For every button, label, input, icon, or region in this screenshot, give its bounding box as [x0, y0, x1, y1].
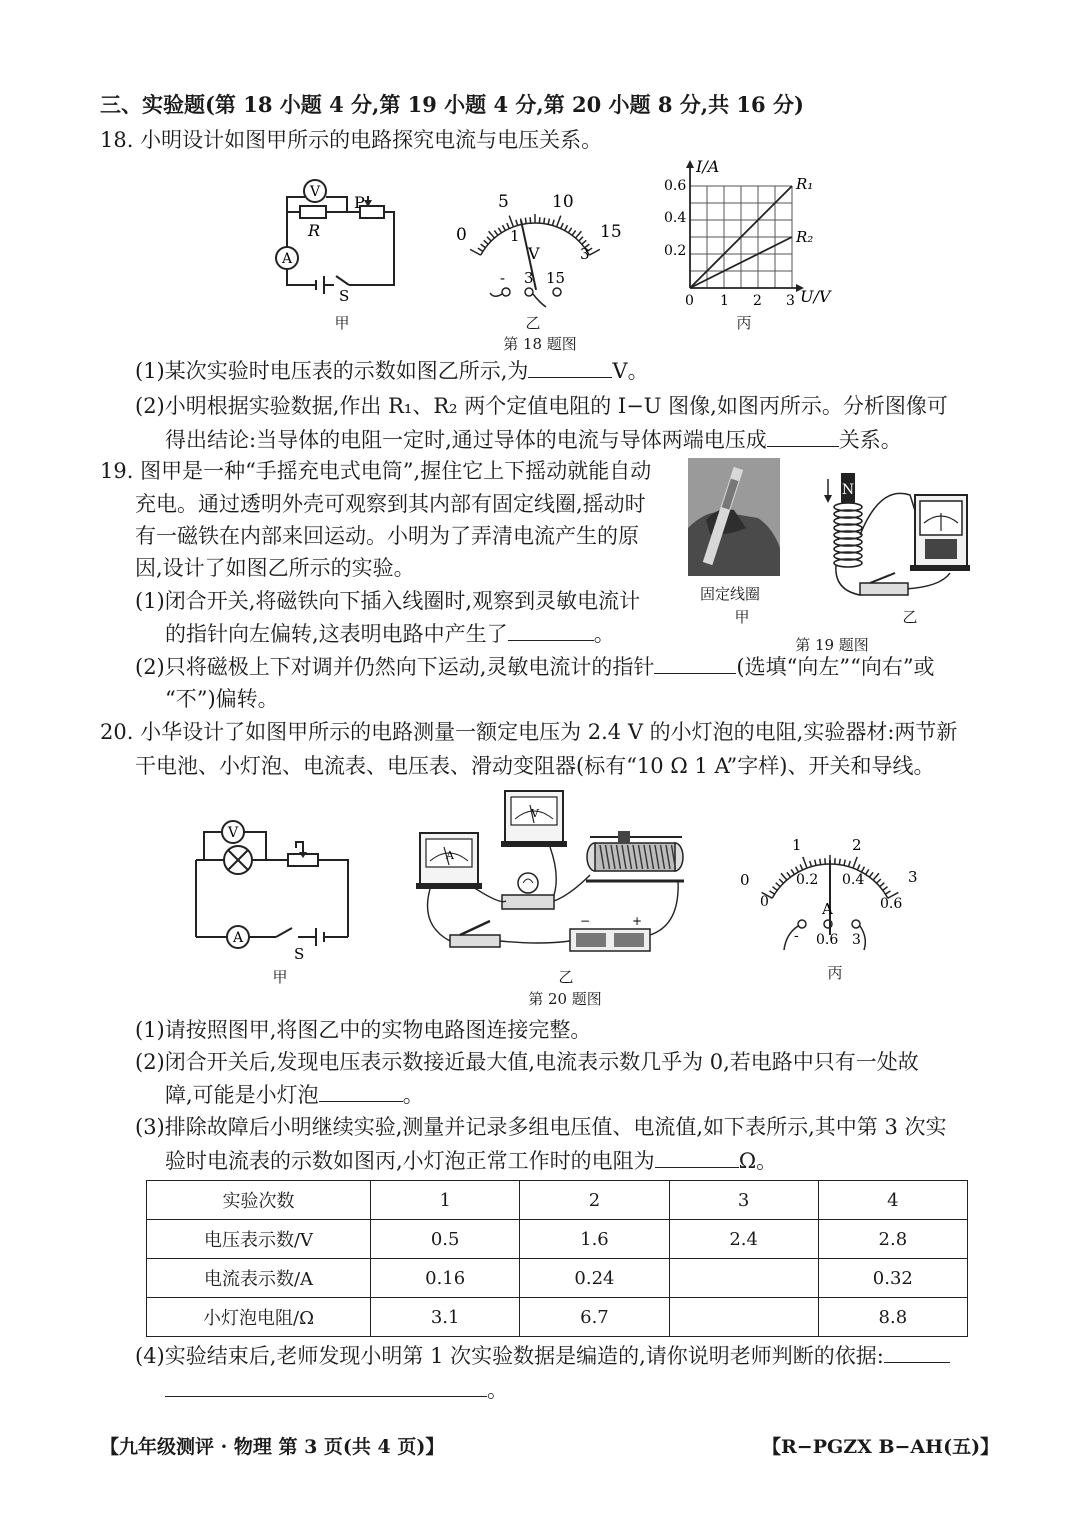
q19-caption: 第 19 题图: [795, 636, 869, 654]
table-cell[interactable]: [669, 1298, 818, 1337]
q20-line1: 20. 小华设计了如图甲所示的电路测量一额定电压为 2.4 V 的小灯泡的电阻,实验器材:两节新: [100, 720, 958, 744]
dial-tick: [561, 223, 563, 228]
dial-tick: [478, 248, 483, 251]
dial-tick: [576, 231, 582, 238]
a-scale-small-0.2: 0.2: [796, 872, 819, 888]
q19-fig-yi: 乙: [902, 608, 918, 626]
dial-tick: [481, 244, 486, 248]
dial-tick: [880, 883, 885, 887]
q20-part3-line2: 验时电流表的示数如图丙,小灯泡正常工作时的电阻为 Ω。: [165, 1145, 777, 1177]
a-terminal-0.6: 0.6: [816, 932, 839, 948]
a-scale-small-0: 0: [760, 894, 769, 910]
table-cell: 6.7: [520, 1298, 669, 1337]
q19-part1-line1: (1)闭合开关,将磁铁向下插入线圈时,观察到灵敏电流计: [135, 589, 641, 613]
q20-part3-line1: (3)排除故障后小明继续实验,测量并记录多组电压值、电流值,如下表所示,其中第 3 次实: [135, 1115, 947, 1139]
table-cell: 0.5: [371, 1220, 520, 1259]
slider-label: P: [354, 193, 365, 212]
v-scale-small-1: 1: [510, 227, 520, 245]
table-cell: 1.6: [520, 1220, 669, 1259]
q20-fig-yi: 乙: [558, 968, 574, 986]
dial-tick: [498, 228, 501, 233]
q19-line3: 有一磁铁在内部来回运动。小明为了弄清电流产生的原: [135, 524, 639, 548]
v-scale-big-10: 10: [552, 192, 574, 212]
table-cell: 电流表示数/A: [147, 1259, 371, 1298]
table-cell: 1: [371, 1181, 520, 1220]
dial-tick: [820, 859, 821, 865]
q19-coil-label: 固定线圈: [700, 585, 761, 603]
dial-tick: [582, 240, 587, 244]
dial-tick: [883, 887, 888, 891]
a-terminal-minus: -: [794, 928, 799, 944]
dial-tick: [509, 216, 513, 227]
answer-blank[interactable]: [165, 1374, 487, 1397]
dial-tick: [544, 218, 545, 224]
legend-r1: R₁: [796, 175, 814, 193]
dial-tick: [873, 873, 879, 880]
answer-blank[interactable]: [655, 1145, 739, 1168]
v-scale-big-5: 5: [498, 192, 509, 212]
answer-blank[interactable]: [528, 355, 612, 378]
dial-tick: [815, 860, 816, 866]
voltmeter-label: V: [227, 825, 239, 841]
dial-tick: [494, 230, 498, 235]
q19-line4: 因,设计了如图乙所示的实验。: [135, 556, 415, 580]
answer-blank[interactable]: [319, 1079, 403, 1102]
q20-physical-circuit: [410, 785, 700, 965]
a-unit: A: [822, 900, 833, 918]
q19-part2-line1: (2)只将磁极上下对调并仍然向下运动,灵敏电流计的指针 (选填“向左”“向右”或: [135, 651, 935, 683]
q20-ammeter-dial: [730, 830, 930, 955]
dial-tick: [548, 219, 549, 225]
q18-circuit-diagram: [262, 170, 412, 330]
q20-fig-bing: 丙: [827, 964, 843, 982]
dial-tick: [877, 879, 881, 883]
xtick-2: 2: [753, 293, 762, 308]
dial-tick: [579, 237, 583, 241]
svg-text:V: V: [531, 807, 539, 820]
graph-xlabel: U/V: [800, 287, 831, 306]
battery-pack: [570, 914, 650, 951]
q18-part1: (1)某次实验时电压表的示数如图乙所示,为 V。: [135, 355, 649, 387]
dial-tick: [885, 891, 890, 894]
xtick-0: 0: [685, 293, 694, 308]
dial-tick: [787, 872, 791, 877]
q18-fig-yi: 乙: [525, 314, 541, 332]
a-scale-big-3: 3: [908, 868, 918, 886]
dial-tick: [484, 240, 489, 244]
a-scale-small-0.4: 0.4: [842, 872, 865, 888]
svg-text:A: A: [446, 849, 454, 862]
dial-tick: [853, 857, 857, 868]
answer-blank[interactable]: [654, 651, 736, 674]
dial-tick: [589, 249, 600, 255]
q19-fig-jia: 甲: [734, 608, 750, 626]
q19-photo-flashlight: [688, 458, 780, 576]
dial-tick: [803, 857, 807, 868]
section-title: 三、实验题(第 18 小题 4 分,第 19 小题 4 分,第 20 小题 8 分,共 16 分): [100, 92, 804, 117]
table-cell: 2.8: [818, 1220, 967, 1259]
v-scale-small-3: 3: [580, 245, 590, 263]
a-scale-small-0.6: 0.6: [880, 896, 903, 912]
q18-caption: 第 18 题图: [503, 335, 577, 353]
dial-tick: [770, 891, 775, 894]
dial-tick: [857, 864, 859, 869]
dial-tick: [572, 230, 576, 235]
switch-label: S: [339, 287, 350, 305]
dial-tick: [487, 237, 491, 241]
ytick-0.2: 0.2: [664, 243, 687, 259]
v-scale-big-15: 15: [600, 222, 622, 242]
v-scale-big-0: 0: [456, 225, 467, 245]
svg-text:−: −: [580, 914, 591, 928]
dial-tick: [776, 883, 781, 887]
q20-part4-line2: 。: [165, 1374, 508, 1406]
table-cell: 小灯泡电阻/Ω: [147, 1298, 371, 1337]
dial-tick: [502, 225, 505, 230]
footer-right: 【R−PGZX B−AH(五)】: [762, 1436, 1000, 1458]
dial-tick: [772, 887, 777, 891]
graph-ylabel: I/A: [696, 158, 720, 176]
svg-text:+: +: [632, 914, 643, 928]
switch-device: [450, 921, 500, 947]
q18-part2-line1: (2)小明根据实验数据,作出 R₁、R₂ 两个定值电阻的 I−U 图像,如图丙所示。分析图像可: [135, 394, 948, 418]
v-terminal-minus: -: [500, 269, 506, 287]
table-cell: 0.32: [818, 1259, 967, 1298]
dial-tick: [839, 859, 840, 865]
answer-blank[interactable]: [508, 618, 594, 641]
v-terminal-3: 3: [524, 269, 534, 287]
q19-induction-experiment: [810, 465, 980, 605]
table-row: [147, 1259, 968, 1298]
q18-iu-graph: [660, 158, 850, 308]
table-cell: 2.4: [669, 1220, 818, 1259]
v-terminal-15: 15: [546, 269, 566, 287]
table-cell: 2: [520, 1181, 669, 1220]
dial-tick: [565, 225, 568, 230]
ytick-0.4: 0.4: [664, 210, 687, 226]
a-scale-big-0: 0: [740, 871, 750, 889]
ammeter-label: A: [281, 251, 293, 267]
table-cell: 实验次数: [147, 1181, 371, 1220]
results-table: [146, 1180, 968, 1337]
rheostat-device: [586, 831, 684, 881]
dial-tick: [557, 216, 561, 227]
xtick-3: 3: [786, 293, 795, 308]
a-scale-big-1: 1: [792, 836, 802, 854]
table-cell: 4: [818, 1181, 967, 1220]
footer-left: 【九年级测评 · 物理 第 3 页(共 4 页)】: [100, 1436, 445, 1458]
q20-part2-line1: (2)闭合开关后,发现电压表示数接近最大值,电流表示数几乎为 0,若电路中只有一处故: [135, 1050, 919, 1074]
dial-tick: [552, 220, 554, 226]
table-row: [147, 1298, 968, 1337]
table-row: [147, 1220, 968, 1259]
dial-tick: [849, 861, 851, 867]
table-cell: 8.8: [818, 1298, 967, 1337]
dial-tick: [525, 218, 526, 224]
table-cell[interactable]: [669, 1259, 818, 1298]
table-cell: 3.1: [371, 1298, 520, 1337]
q19-part1-line2: 的指针向左偏转,这表明电路中产生了 。: [165, 618, 615, 650]
dial-tick: [866, 869, 869, 874]
dial-tick: [470, 249, 481, 255]
q18-fig-jia: 甲: [334, 314, 350, 332]
legend-r2: R₂: [796, 228, 814, 246]
table-cell: 0.16: [371, 1259, 520, 1298]
table-cell: 电压表示数/V: [147, 1220, 371, 1259]
q20-part4-line1: (4)实验结束后,老师发现小明第 1 次实验数据是编造的,请你说明老师判断的依据:: [135, 1340, 950, 1372]
xtick-1: 1: [720, 293, 729, 308]
ytick-0.6: 0.6: [664, 178, 687, 194]
voltmeter-device: [501, 791, 567, 847]
ammeter-device: [416, 833, 482, 889]
answer-blank[interactable]: [884, 1340, 950, 1363]
dial-tick: [800, 864, 802, 869]
voltmeter-label: V: [309, 184, 321, 200]
dial-tick: [791, 869, 794, 874]
dial-tick: [781, 873, 787, 880]
q19-line1: 19. 图甲是一种“手摇充电式电筒”,握住它上下摇动就能自动: [100, 459, 652, 483]
q18-fig-bing: 丙: [736, 314, 752, 332]
v-unit: V: [528, 244, 540, 263]
dial-tick: [568, 228, 571, 233]
dial-tick: [869, 872, 873, 877]
switch: [860, 583, 908, 595]
magnet-pole-label: N: [841, 482, 855, 498]
a-terminal-3: 3: [852, 932, 861, 948]
q20-caption: 第 20 题图: [528, 990, 602, 1008]
lamp-device: [502, 873, 554, 909]
dial-tick: [779, 879, 783, 883]
q19-part2-line2: “不”)偏转。: [165, 687, 279, 711]
q20-part2-line2: 障,可能是小灯泡 。: [165, 1079, 424, 1111]
dial-tick: [507, 223, 509, 228]
answer-blank[interactable]: [767, 424, 839, 447]
q20-fig-jia: 甲: [272, 968, 288, 986]
q18-part2-line2: 得出结论:当导体的电阻一定时,通过导体的电流与导体两端电压成 关系。: [165, 424, 902, 456]
table-cell: 0.24: [520, 1259, 669, 1298]
resistor-label: R: [308, 221, 321, 240]
q20-circuit-diagram: [188, 812, 360, 962]
q18-voltmeter-dial: [440, 185, 630, 310]
dial-tick: [844, 860, 845, 866]
switch-label: S: [294, 945, 305, 962]
a-scale-big-2: 2: [852, 836, 862, 854]
q20-line2: 干电池、小灯泡、电流表、电压表、滑动变阻器(标有“10 Ω 1 A”字样)、开关和导线。: [135, 754, 935, 778]
table-cell: 3: [669, 1181, 818, 1220]
dial-tick: [489, 231, 495, 238]
table-header-row: [147, 1181, 968, 1220]
q20-part1: (1)请按照图甲,将图乙中的实物电路图连接完整。: [135, 1018, 592, 1042]
dial-tick: [810, 861, 812, 867]
q19-line2: 充电。通过透明外壳可观察到其内部有固定线圈,摇动时: [135, 492, 646, 516]
q18-stem: 18. 小明设计如图甲所示的电路探究电流与电压关系。: [100, 128, 603, 152]
dial-tick: [516, 220, 518, 226]
ammeter-label: A: [232, 930, 244, 946]
